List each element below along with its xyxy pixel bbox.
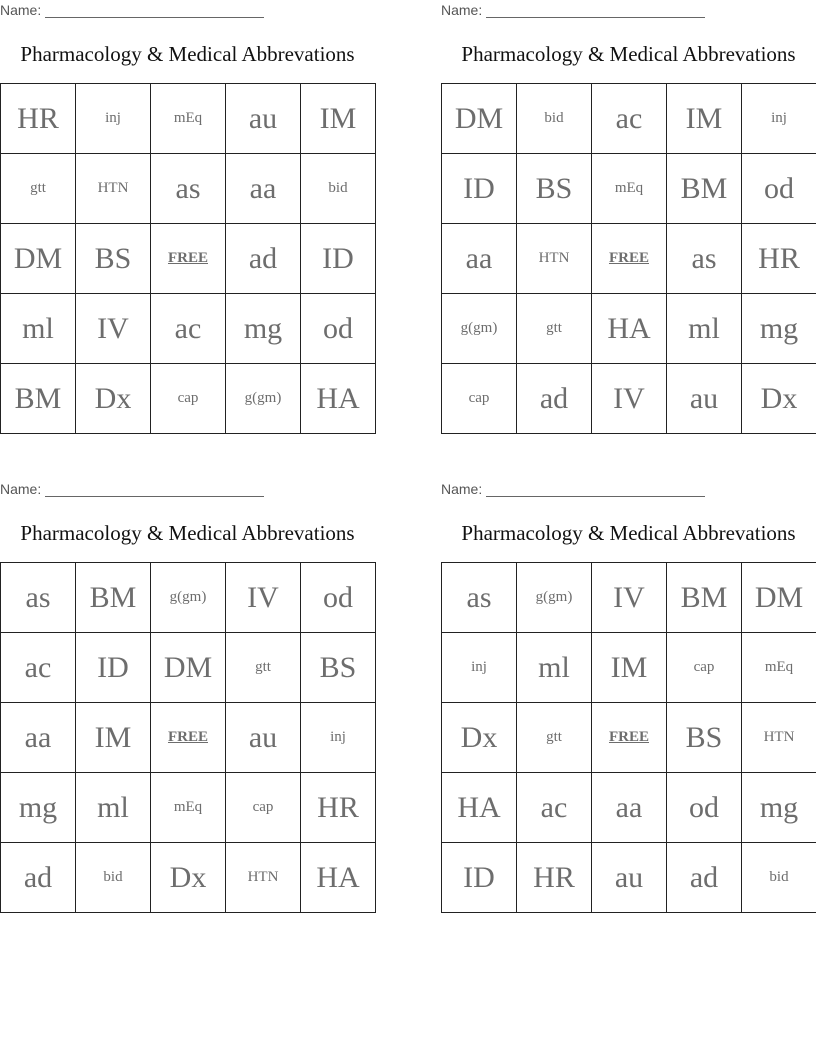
bingo-cell: BS	[76, 224, 151, 294]
bingo-cell: bid	[742, 843, 816, 913]
bingo-cell: ID	[442, 154, 517, 224]
card-title: Pharmacology & Medical Abbrevations	[20, 42, 355, 66]
bingo-cell: od	[301, 563, 376, 633]
bingo-cell: DM	[151, 633, 226, 703]
bingo-cell: gtt	[1, 154, 76, 224]
bingo-cell: IM	[667, 84, 742, 154]
bingo-row	[442, 364, 816, 434]
bingo-cell: au	[592, 843, 667, 913]
bingo-cell: HA	[301, 843, 376, 913]
bingo-cell: BS	[667, 703, 742, 773]
bingo-cell: g(gm)	[442, 294, 517, 364]
bingo-cell: mg	[742, 294, 816, 364]
bingo-row	[1, 224, 376, 294]
bingo-cell: mEq	[151, 84, 226, 154]
bingo-cell: cap	[226, 773, 301, 843]
bingo-cell: gtt	[517, 703, 592, 773]
bingo-cell: DM	[442, 84, 517, 154]
bingo-grid	[441, 562, 816, 913]
bingo-cell: inj	[76, 84, 151, 154]
bingo-cell: as	[1, 563, 76, 633]
bingo-row	[1, 703, 376, 773]
name-field[interactable]	[441, 481, 705, 497]
bingo-row	[442, 84, 816, 154]
bingo-row	[1, 843, 376, 913]
bingo-row	[442, 773, 816, 843]
bingo-cell: aa	[1, 703, 76, 773]
free-space-cell: FREE	[151, 224, 226, 294]
bingo-cell: g(gm)	[151, 563, 226, 633]
bingo-cell: au	[226, 703, 301, 773]
bingo-cell: Dx	[442, 703, 517, 773]
bingo-cell: inj	[301, 703, 376, 773]
bingo-cell: ac	[1, 633, 76, 703]
bingo-cell: Dx	[151, 843, 226, 913]
name-label: Name:	[441, 2, 483, 18]
bingo-cell: ad	[667, 843, 742, 913]
name-field[interactable]	[0, 2, 264, 18]
bingo-grid	[0, 562, 376, 913]
bingo-cell: cap	[151, 364, 226, 434]
bingo-cell: HR	[1, 84, 76, 154]
bingo-cell: ad	[1, 843, 76, 913]
bingo-cell: HA	[442, 773, 517, 843]
bingo-cell: bid	[517, 84, 592, 154]
bingo-cell: IV	[592, 364, 667, 434]
bingo-cell: cap	[667, 633, 742, 703]
bingo-cell: inj	[442, 633, 517, 703]
bingo-cell: au	[667, 364, 742, 434]
name-label: Name:	[0, 481, 42, 497]
bingo-cell: HR	[742, 224, 816, 294]
bingo-cell: aa	[592, 773, 667, 843]
bingo-cell: HA	[301, 364, 376, 434]
bingo-cell: od	[301, 294, 376, 364]
bingo-cell: ID	[442, 843, 517, 913]
bingo-row	[442, 843, 816, 913]
bingo-cell: Dx	[742, 364, 816, 434]
name-label: Name:	[441, 481, 483, 497]
bingo-cell: BM	[667, 563, 742, 633]
bingo-cell: g(gm)	[226, 364, 301, 434]
bingo-cell: as	[151, 154, 226, 224]
bingo-cell: BM	[76, 563, 151, 633]
bingo-cell: BS	[517, 154, 592, 224]
bingo-cell: BS	[301, 633, 376, 703]
bingo-cell: ac	[151, 294, 226, 364]
bingo-cell: IV	[592, 563, 667, 633]
bingo-cell: ID	[301, 224, 376, 294]
bingo-row	[442, 703, 816, 773]
bingo-cell: BM	[1, 364, 76, 434]
bingo-cell: au	[226, 84, 301, 154]
bingo-cell: gtt	[226, 633, 301, 703]
bingo-cell: IM	[592, 633, 667, 703]
bingo-row	[1, 364, 376, 434]
bingo-cell: HR	[301, 773, 376, 843]
bingo-cell: mg	[226, 294, 301, 364]
bingo-cell: od	[742, 154, 816, 224]
bingo-row	[442, 294, 816, 364]
bingo-cell: mEq	[742, 633, 816, 703]
bingo-row	[442, 224, 816, 294]
bingo-cell: ml	[517, 633, 592, 703]
bingo-cell: mg	[742, 773, 816, 843]
name-blank-line[interactable]	[486, 4, 705, 18]
bingo-row	[1, 633, 376, 703]
bingo-grid	[441, 83, 816, 434]
bingo-cell: bid	[76, 843, 151, 913]
bingo-row	[1, 294, 376, 364]
bingo-cell: HTN	[76, 154, 151, 224]
bingo-row	[1, 773, 376, 843]
bingo-cell: HTN	[742, 703, 816, 773]
bingo-row	[1, 84, 376, 154]
bingo-cell: DM	[742, 563, 816, 633]
bingo-cell: mEq	[151, 773, 226, 843]
bingo-cell: bid	[301, 154, 376, 224]
bingo-cell: inj	[742, 84, 816, 154]
bingo-cell: mEq	[592, 154, 667, 224]
free-space-cell: FREE	[151, 703, 226, 773]
name-blank-line[interactable]	[45, 4, 264, 18]
name-field[interactable]	[441, 2, 705, 18]
bingo-cell: aa	[442, 224, 517, 294]
bingo-cell: ml	[667, 294, 742, 364]
bingo-cell: BM	[667, 154, 742, 224]
bingo-cell: cap	[442, 364, 517, 434]
bingo-row	[1, 154, 376, 224]
bingo-cell: IV	[76, 294, 151, 364]
bingo-cell: HA	[592, 294, 667, 364]
bingo-cell: ID	[76, 633, 151, 703]
bingo-cell: aa	[226, 154, 301, 224]
bingo-cell: ad	[226, 224, 301, 294]
bingo-cell: HTN	[226, 843, 301, 913]
card-title: Pharmacology & Medical Abbrevations	[461, 42, 796, 66]
bingo-cell: ac	[592, 84, 667, 154]
bingo-row	[1, 563, 376, 633]
free-space-cell: FREE	[592, 224, 667, 294]
bingo-cell: gtt	[517, 294, 592, 364]
name-blank-line[interactable]	[486, 483, 705, 497]
bingo-cell: HTN	[517, 224, 592, 294]
card-title: Pharmacology & Medical Abbrevations	[461, 521, 796, 545]
bingo-row	[442, 633, 816, 703]
name-label: Name:	[0, 2, 42, 18]
bingo-cell: ad	[517, 364, 592, 434]
bingo-cell: ac	[517, 773, 592, 843]
bingo-cell: DM	[1, 224, 76, 294]
bingo-grid	[0, 83, 376, 434]
bingo-cell: g(gm)	[517, 563, 592, 633]
bingo-cell: as	[667, 224, 742, 294]
bingo-cell: Dx	[76, 364, 151, 434]
bingo-cell: ml	[1, 294, 76, 364]
bingo-cell: od	[667, 773, 742, 843]
bingo-cell: IV	[226, 563, 301, 633]
bingo-cell: IM	[76, 703, 151, 773]
bingo-cell: HR	[517, 843, 592, 913]
bingo-cell: IM	[301, 84, 376, 154]
bingo-cell: mg	[1, 773, 76, 843]
bingo-row	[442, 154, 816, 224]
name-blank-line[interactable]	[45, 483, 264, 497]
card-title: Pharmacology & Medical Abbrevations	[20, 521, 355, 545]
bingo-cell: as	[442, 563, 517, 633]
name-field[interactable]	[0, 481, 264, 497]
free-space-cell: FREE	[592, 703, 667, 773]
bingo-row	[442, 563, 816, 633]
bingo-cell: ml	[76, 773, 151, 843]
